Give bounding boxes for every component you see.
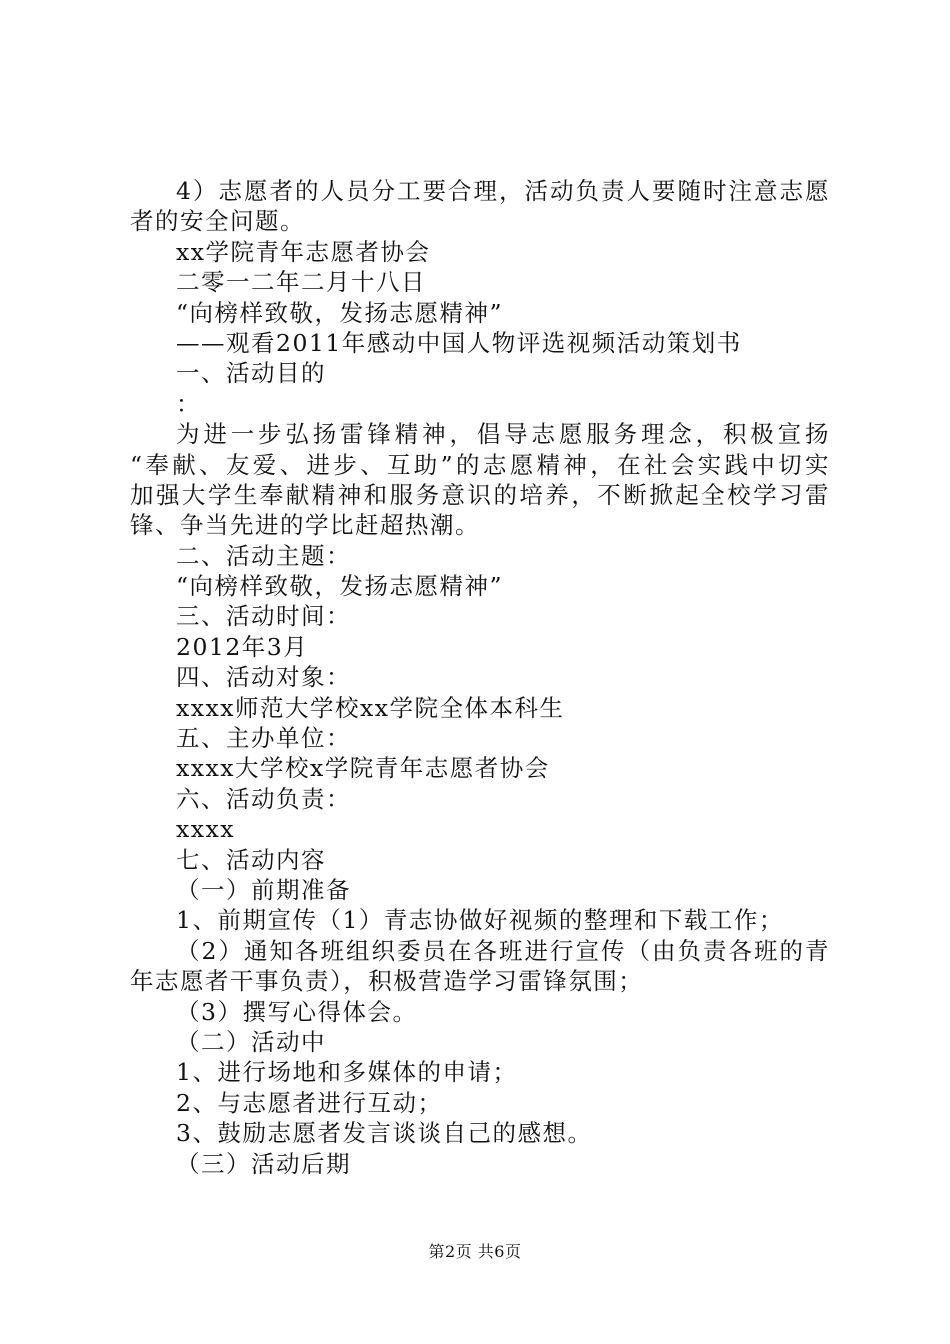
text-line: xxxx <box>176 815 236 844</box>
text-line: 1、进行场地和多媒体的申请； <box>176 1058 518 1087</box>
text-line: xxxx大学校x学院青年志愿者协会 <box>176 754 550 783</box>
text-line: xx学院青年志愿者协会 <box>176 237 431 266</box>
text-line: “向榜样致敬，发扬志愿精神” <box>176 572 504 601</box>
text-line: ： <box>176 389 201 418</box>
text-line: 三、活动时间： <box>176 602 351 631</box>
text-line: ——观看2011年感动中国人物评选视频活动策划书 <box>176 328 742 357</box>
text-line: 者的安全问题。 <box>130 207 305 236</box>
text-line: 1、前期宣传（1）青志协做好视频的整理和下载工作； <box>176 906 784 935</box>
text-line: （3）撰写心得体会。 <box>176 997 418 1026</box>
text-line: 五、主办单位： <box>176 724 351 753</box>
text-line: 二零一二年二月十八日 <box>176 268 426 297</box>
text-line: 为进一步弘扬雷锋精神，倡导志愿服务理念，积极宣扬 <box>176 420 830 449</box>
text-line: 七、活动内容 <box>176 845 326 874</box>
text-line: 一、活动目的 <box>176 359 326 388</box>
text-line: “奉献、友爱、进步、互助”的志愿精神，在社会实践中切实 <box>130 450 830 479</box>
text-line: 四、活动对象： <box>176 663 351 692</box>
text-line: （2）通知各班组织委员在各班进行宣传（由负责各班的青 <box>176 936 830 965</box>
text-line: 年志愿者干事负责），积极营造学习雷锋氛围； <box>130 967 644 996</box>
text-line: 加强大学生奉献精神和服务意识的培养，不断掀起全校学习雷 <box>130 480 830 509</box>
text-line: （三）活动后期 <box>176 1149 351 1178</box>
text-line: 2、与志愿者进行互动； <box>176 1088 443 1117</box>
text-line: 4）志愿者的人员分工要合理，活动负责人要随时注意志愿 <box>176 177 830 205</box>
document-body <box>130 176 830 1179</box>
text-line: 2012年3月 <box>176 632 309 661</box>
text-line: “向榜样致敬，发扬志愿精神” <box>176 298 504 327</box>
text-line: （二）活动中 <box>176 1027 326 1056</box>
text-line: 六、活动负责： <box>176 784 351 813</box>
page-footer: 第2页 共6页 <box>428 1242 522 1261</box>
text-line: xxxx师范大学校xx学院全体本科生 <box>176 693 565 722</box>
text-line: 锋、争当先进的学比赶超热潮。 <box>130 511 480 540</box>
text-line: 二、活动主题： <box>176 541 351 570</box>
text-line: 3、鼓励志愿者发言谈谈自己的感想。 <box>176 1119 593 1148</box>
text-line: （一）前期准备 <box>176 875 351 904</box>
